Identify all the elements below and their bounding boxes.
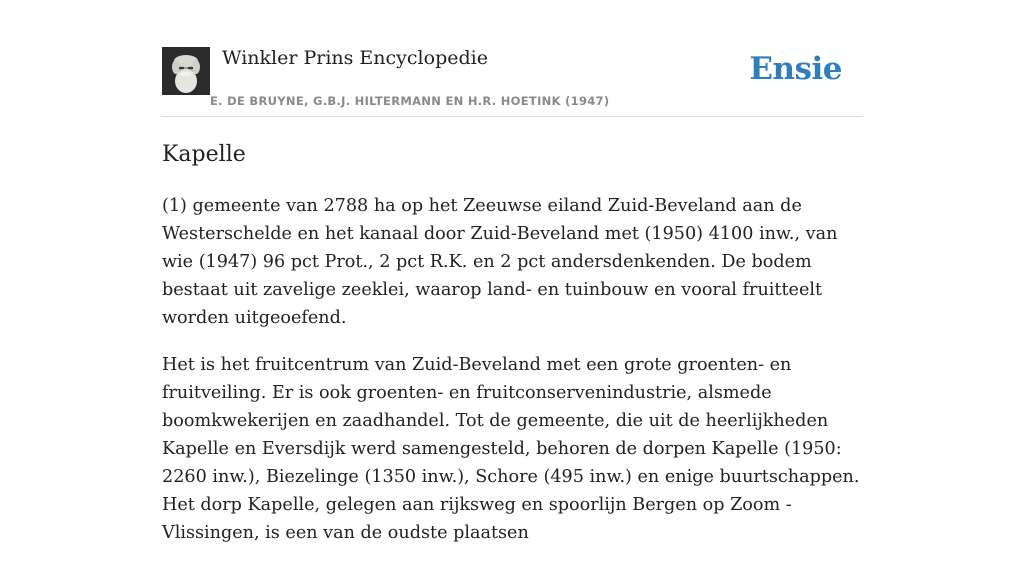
article-paragraph: (1) gemeente van 2788 ha op het Zeeuwse eiland Zuid-Beveland aan de Westerschelde en het kanaal door Zuid-Beveland met (1950) 4100 inw., van wie (1947) 96 pct Prot., 2 pct R.K. en 2 pct andersdenkenden. De bodem bestaat uit zavelige zeeklei, waarop land- en tuinbouw en vooral fruitteelt worden uitgeoefend. [162,196,838,328]
bearded-man-portrait-icon [162,47,210,95]
author-avatar[interactable] [162,47,210,95]
publication-title[interactable]: Winkler Prins Encyclopedie [222,47,488,69]
publication-header [162,46,862,117]
ensie-logo-link[interactable]: Ensie [749,51,842,87]
publication-authors: E. DE BRUYNE, G.B.J. HILTERMANN EN H.R. HOETINK (1947) [210,94,610,108]
article-paragraph: Het is het fruitcentrum van Zuid-Beveland met een grote groenten- en fruitveiling. Er is ook groenten- en fruitconservenindustrie, alsmede boomkwekerijen en zaadhandel. Tot de gemeente, die uit de heerlijkheden Kapelle en Eversdijk werd samengesteld, behoren de dorpen Kapelle (1950: 2260 inw.), Biezelinge (1350 inw.), Schore (495 inw.) en enige buurtschappen. Het dorp Kapelle, gelegen aan rijksweg en spoorlijn Bergen op Zoom - Vlissingen, is een van de oudste plaatsen [162,355,860,543]
article-title: Kapelle [162,142,246,167]
article-body [162,192,874,566]
